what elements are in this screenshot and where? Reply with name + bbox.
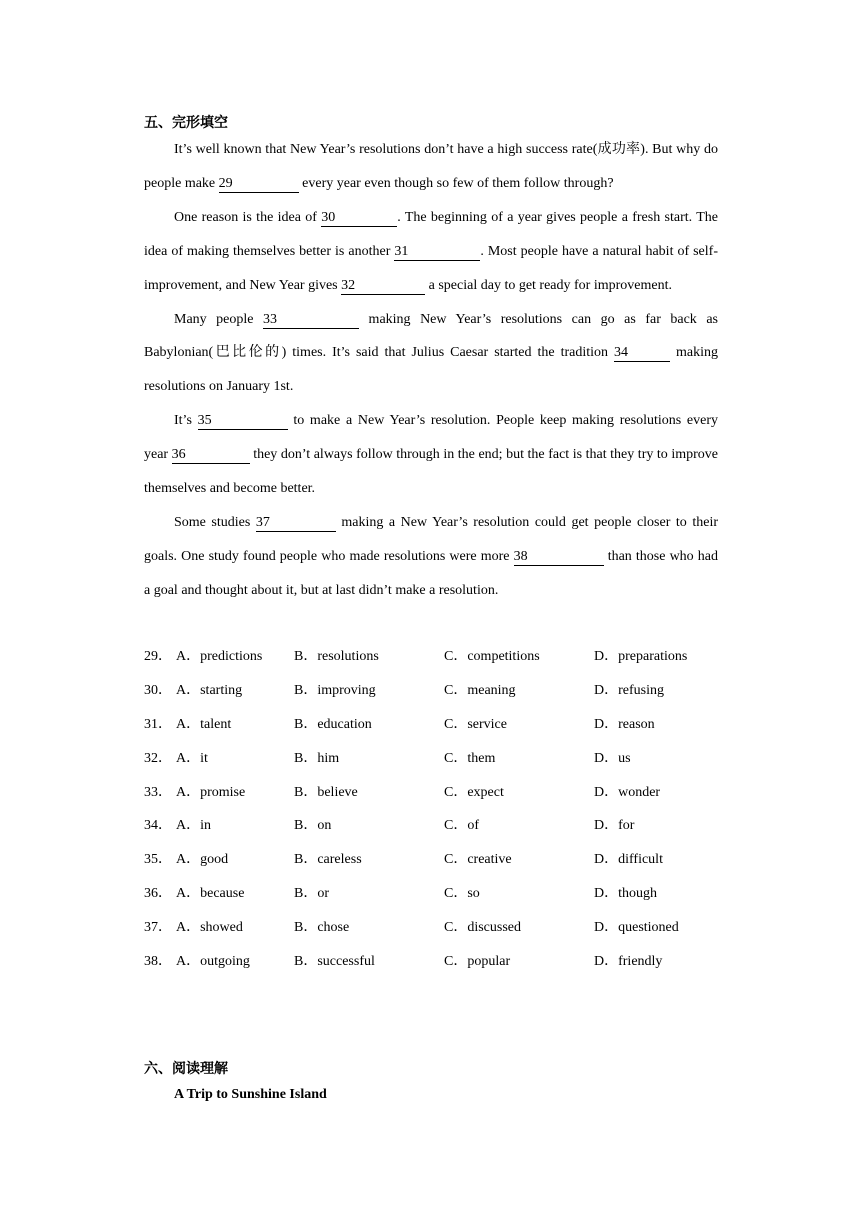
blank-34: 34 — [614, 345, 670, 362]
section-title-reading: 六、阅读理解 — [144, 1061, 228, 1077]
blank-30: 30 — [321, 210, 397, 227]
blank-33: 33 — [263, 312, 359, 329]
option-b: B．or — [294, 886, 329, 902]
option-d: D．though — [594, 886, 657, 902]
option-c: C．them — [444, 750, 496, 766]
option-a: A．in — [176, 818, 211, 834]
blank-32: 32 — [341, 278, 425, 295]
option-c: C．competitions — [444, 649, 540, 664]
option-row-38: 38． A．outgoing B．successful C．popular D．friendly — [144, 945, 744, 979]
cloze-passage — [144, 133, 718, 608]
option-c: C．creative — [444, 852, 512, 868]
option-b: B．careless — [294, 852, 362, 868]
option-d: D．difficult — [594, 852, 663, 868]
option-row-36: 36． A．because B．or C．so D．though — [144, 877, 744, 911]
option-row-32: 32． A．it B．him C．them D．us — [144, 742, 744, 776]
option-c: C．so — [444, 886, 480, 902]
paragraph-2: One reason is the idea of 30 . The beginning of a year gives people a fresh start. The idea of making themselves better is another 31 . Most people have a natural habit of self-improvement, and New Year gives 32 a special day to get ready for improvement. — [144, 209, 718, 293]
option-row-34: 34． A．in B．on C．of D．for — [144, 809, 744, 843]
option-c: C．meaning — [444, 682, 516, 698]
option-c: C．of — [444, 818, 479, 834]
paragraph-1: It’s well known that New Year’s resolutions don’t have a high success rate(成功率). But why do people make 29 every year even though so few of them follow through? — [144, 142, 718, 191]
section-title-cloze: 五、完形填空 — [144, 115, 228, 131]
blank-29: 29 — [219, 176, 299, 193]
option-a: A．outgoing — [176, 954, 250, 970]
option-a: A．good — [176, 852, 229, 868]
blank-36: 36 — [172, 447, 250, 464]
option-a: A．because — [176, 886, 245, 902]
option-a: A．it — [176, 750, 208, 766]
option-b: B．education — [294, 716, 372, 732]
option-d: D．reason — [594, 716, 655, 732]
option-b: B．resolutions — [294, 649, 379, 664]
blank-37: 37 — [256, 515, 336, 532]
option-a: A．showed — [176, 920, 243, 936]
option-a: A．starting — [176, 682, 243, 698]
option-row-37: 37． A．showed B．chose C．discussed D．questioned — [144, 911, 744, 945]
option-b: B．improving — [294, 682, 376, 698]
blank-35: 35 — [198, 413, 288, 430]
option-a: A．promise — [176, 784, 246, 800]
option-d: D．for — [594, 818, 635, 834]
paragraph-4: It’s 35 to make a New Year’s resolution. People keep making resolutions every year 36 they don’t always follow through in the end; but the fact is that they try to improve themselves and become better. — [144, 413, 719, 497]
option-c: C．expect — [444, 784, 504, 800]
option-row-30: 30． A．starting B．improving C．meaning D．refusing — [144, 674, 744, 708]
option-c: C．service — [444, 716, 507, 732]
blank-31: 31 — [394, 244, 480, 261]
option-d: D．questioned — [594, 920, 679, 936]
option-d: D．friendly — [594, 954, 663, 970]
option-c: C．discussed — [444, 920, 521, 936]
option-row-29: 29． A．predictions B．resolutions C．competitions D．preparations — [144, 640, 744, 674]
option-a: A．predictions — [176, 649, 263, 664]
option-d: D．wonder — [594, 784, 661, 800]
option-b: B．successful — [294, 954, 375, 970]
option-b: B．him — [294, 750, 340, 766]
blank-38: 38 — [514, 549, 604, 566]
option-d: D．preparations — [594, 649, 688, 664]
option-row-35: 35． A．good B．careless C．creative D．difficult — [144, 843, 744, 877]
reading-passage-title: A Trip to Sunshine Island — [174, 1087, 327, 1102]
option-b: B．believe — [294, 784, 358, 800]
option-d: D．refusing — [594, 682, 664, 698]
paragraph-3: Many people 33 making New Year’s resolutions can go as far back as Babylonian(巴比伦的) times. It’s said that Julius Caesar started the tradition 34 making resolutions on January 1st. — [144, 311, 718, 395]
option-row-31: 31． A．talent B．education C．service D．reason — [144, 708, 744, 742]
answer-options — [144, 640, 744, 979]
paragraph-5: Some studies 37 making a New Year’s resolution could get people closer to their goals. One study found people who made resolutions were more 38 than those who had a goal and thought about it, but at last didn’t make a resolution. — [144, 514, 718, 598]
option-b: B．chose — [294, 920, 350, 936]
option-c: C．popular — [444, 954, 511, 970]
option-a: A．talent — [176, 716, 232, 732]
option-b: B．on — [294, 818, 332, 834]
option-d: D．us — [594, 750, 631, 766]
option-row-33: 33． A．promise B．believe C．expect D．wonder — [144, 776, 744, 810]
